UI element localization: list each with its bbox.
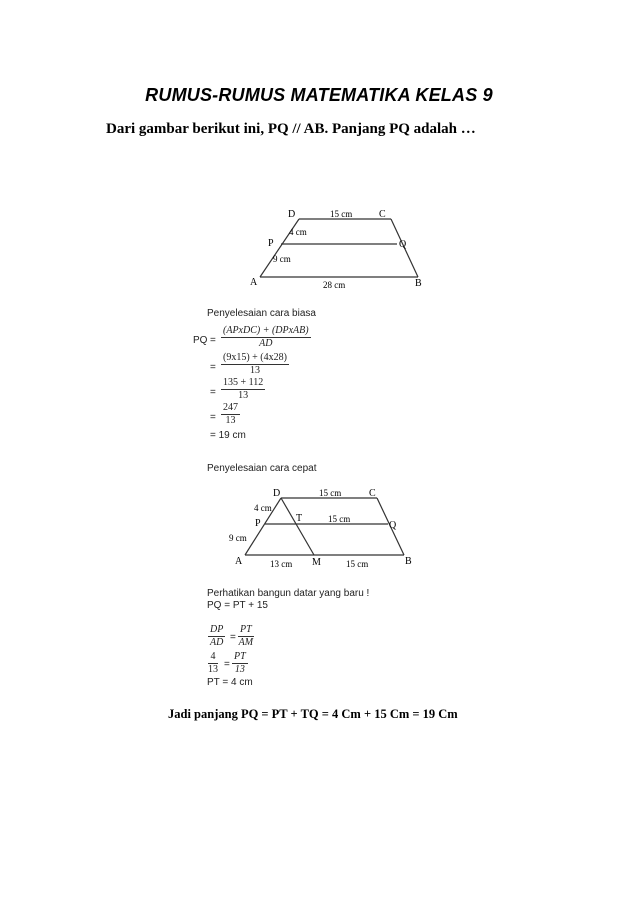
fraction-numerator: DP xyxy=(210,624,224,635)
eq-sign: = xyxy=(230,632,236,643)
label-q: Q xyxy=(389,520,397,531)
length-dp: 4 cm xyxy=(289,227,307,237)
fraction-denominator: 13 xyxy=(249,365,260,376)
label-c: C xyxy=(369,488,376,499)
eq-sign: = xyxy=(224,659,230,670)
cepat-heading: Penyelesaian cara cepat xyxy=(207,463,317,474)
fraction-numerator: 4 xyxy=(208,651,218,664)
eq-sign: = xyxy=(210,387,216,398)
eq-sign: = xyxy=(210,362,216,373)
length-am: 13 cm xyxy=(270,559,293,569)
fraction-total xyxy=(221,402,240,427)
fraction-numerator: (9x15) + (4x28) xyxy=(223,352,287,363)
cepat-pt-result: PT = 4 cm xyxy=(207,677,253,688)
length-dc: 15 cm xyxy=(330,209,353,219)
ratio-left xyxy=(208,624,225,649)
fraction-denominator: AD xyxy=(210,637,224,648)
length-dp: 4 cm xyxy=(254,503,272,513)
cepat-pq-equation: PQ = PT + 15 xyxy=(207,600,268,611)
label-p: P xyxy=(268,238,274,249)
eq-sign: = xyxy=(210,335,216,346)
label-p: P xyxy=(255,518,261,529)
fraction-denominator: AD xyxy=(259,338,273,349)
cepat-note: Perhatikan bangun datar yang baru ! xyxy=(207,588,370,599)
conclusion-text: Jadi panjang PQ = PT + TQ = 4 Cm + 15 Cm = 19 Cm xyxy=(168,707,458,721)
biasa-pq-label: PQ xyxy=(193,335,208,346)
biasa-result: = 19 cm xyxy=(210,430,246,441)
ratio-left-values xyxy=(208,651,218,676)
fraction-denominator: 13 xyxy=(234,664,245,675)
label-b: B xyxy=(405,556,412,567)
fraction-formula xyxy=(221,325,311,350)
label-m: M xyxy=(312,557,321,568)
label-a: A xyxy=(235,556,243,567)
fraction-denominator: AM xyxy=(238,637,254,648)
fraction-denominator: 13 xyxy=(208,664,218,675)
length-tq: 15 cm xyxy=(328,514,351,524)
label-d: D xyxy=(273,488,281,499)
length-pa: 9 cm xyxy=(273,254,291,264)
fraction-sum xyxy=(221,377,265,402)
fraction-numerator: 135 + 112 xyxy=(223,377,264,388)
biasa-heading: Penyelesaian cara biasa xyxy=(207,308,316,319)
ratio-right xyxy=(238,624,254,649)
fraction-denominator: 13 xyxy=(225,415,236,426)
label-b: B xyxy=(415,278,422,289)
fraction-numerator: 247 xyxy=(223,402,238,413)
label-q: Q xyxy=(399,239,407,250)
fraction-substitution xyxy=(221,352,289,377)
fraction-numerator: PT xyxy=(234,651,246,662)
length-pa: 9 cm xyxy=(229,533,247,543)
fraction-numerator: (APxDC) + (DPxAB) xyxy=(223,325,309,336)
trapezoid-figure xyxy=(248,205,438,295)
fraction-numerator: PT xyxy=(240,624,252,635)
page-title: RUMUS-RUMUS MATEMATIKA KELAS 9 xyxy=(145,85,493,105)
eq-sign: = xyxy=(210,412,216,423)
length-ab: 28 cm xyxy=(323,280,346,290)
trapezoid-construction-figure xyxy=(226,483,426,575)
length-mb: 15 cm xyxy=(346,559,369,569)
question-text: Dari gambar berikut ini, PQ // AB. Panjang PQ adalah … xyxy=(106,121,476,137)
length-dc: 15 cm xyxy=(319,488,342,498)
fraction-denominator: 13 xyxy=(238,390,249,401)
label-c: C xyxy=(379,209,386,220)
label-a: A xyxy=(250,277,258,288)
ratio-right-values xyxy=(232,651,248,676)
label-t: T xyxy=(296,513,303,524)
label-d: D xyxy=(288,209,296,220)
